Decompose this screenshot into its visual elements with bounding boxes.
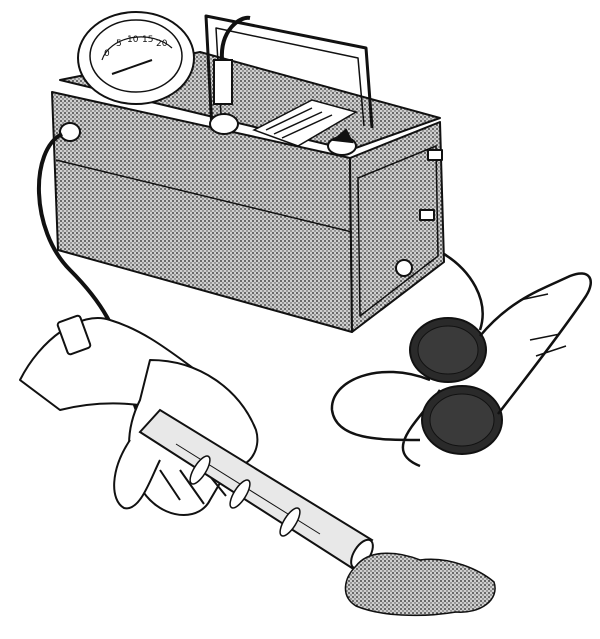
ore-sample	[345, 553, 495, 615]
meter-dial	[78, 12, 194, 104]
dial-label-15: 15	[142, 35, 154, 45]
hinge-lower	[420, 210, 434, 220]
dial-label-0: 0	[104, 49, 110, 59]
hinge-upper	[428, 150, 442, 160]
headphones	[410, 273, 591, 454]
end-knob	[396, 260, 412, 276]
dial-label-10: 10	[127, 35, 139, 45]
dial-label-5: 5	[116, 39, 122, 49]
headband	[480, 273, 591, 414]
dial-label-20: 20	[156, 39, 168, 49]
cable-socket	[60, 123, 80, 141]
